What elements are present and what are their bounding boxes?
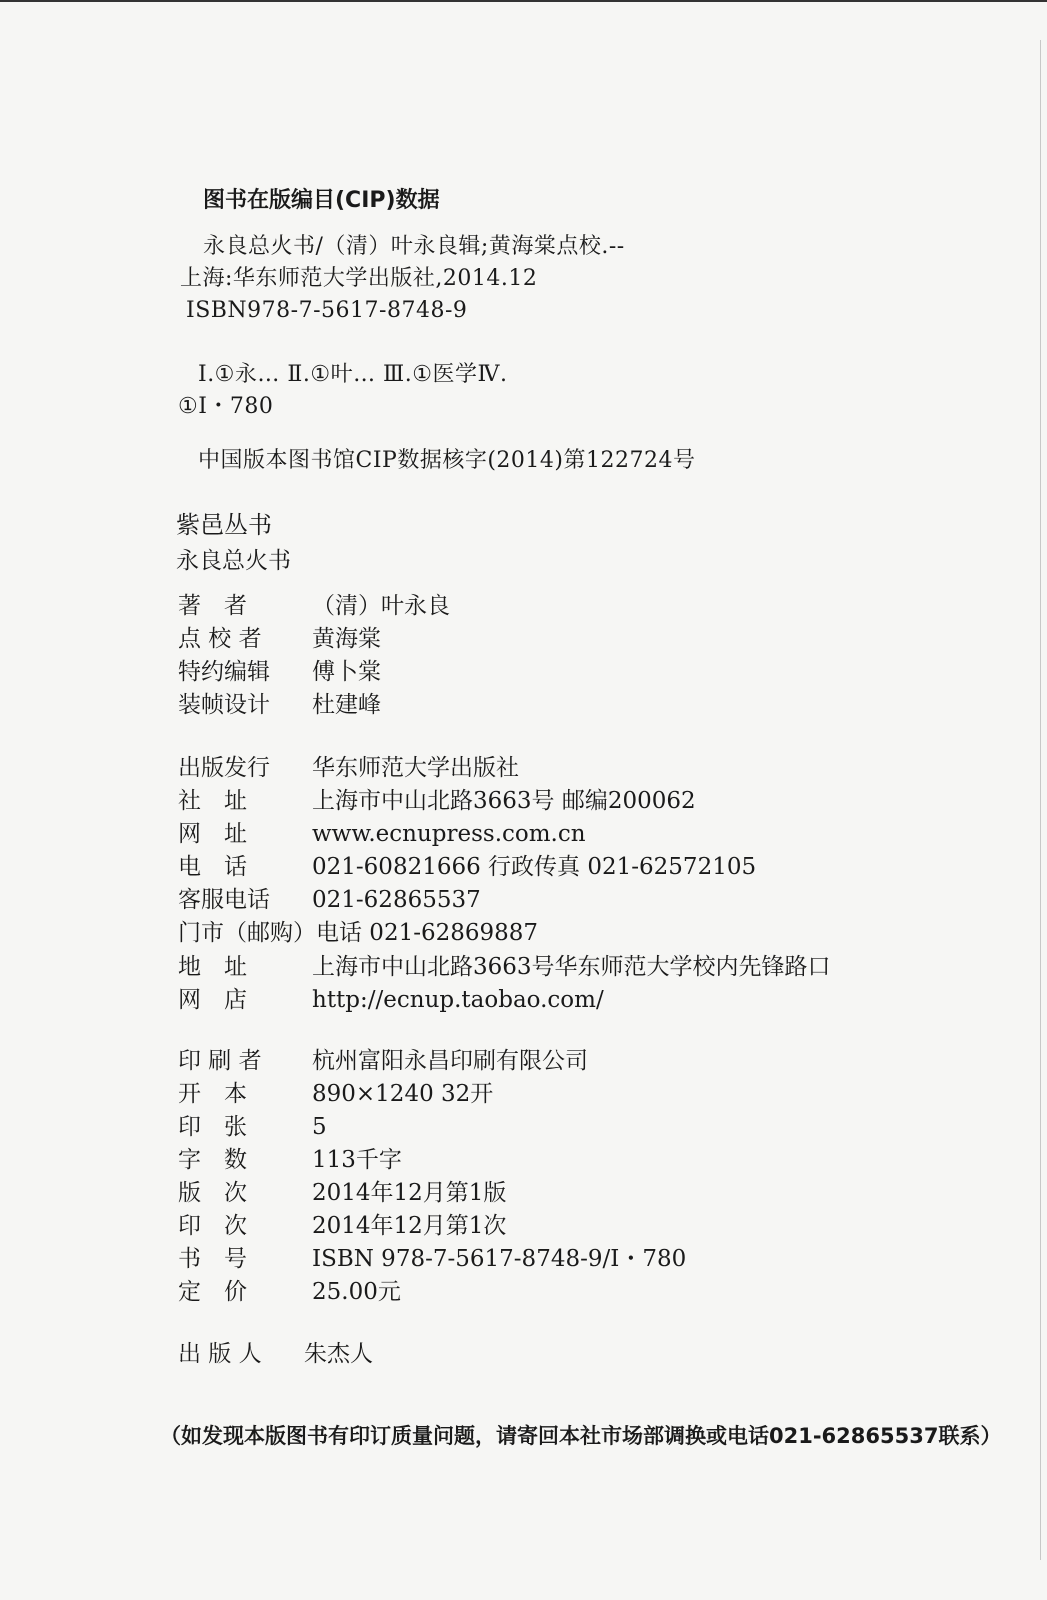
cip-heading: 图书在版编目(CIP)数据 <box>203 188 440 213</box>
row-value: （清）叶永良 <box>312 593 450 619</box>
row-value: 上海市中山北路3663号 邮编200062 <box>312 788 696 814</box>
row-value: 朱杰人 <box>304 1341 373 1367</box>
row-value: 2014年12月第1次 <box>312 1213 507 1239</box>
row-label: 印 次 <box>178 1213 247 1239</box>
row-label: 书 号 <box>178 1246 247 1272</box>
row-label: 地 址 <box>178 954 247 980</box>
book-title: 永良总火书 <box>176 548 291 574</box>
row-label: 出 版 人 <box>178 1341 262 1367</box>
row-value: 890×1240 32开 <box>312 1081 494 1107</box>
row-value: 25.00元 <box>312 1279 401 1305</box>
row-value: 黄海棠 <box>312 626 381 652</box>
cip-line-class-number: ①I・780 <box>178 394 274 419</box>
row-label: 特约编辑 <box>178 659 270 685</box>
row-label: 著 者 <box>178 593 247 619</box>
row-value: 021-62865537 <box>312 887 481 913</box>
row-value: ISBN 978-7-5617-8748-9/I・780 <box>312 1246 687 1272</box>
row-value: 5 <box>312 1114 327 1140</box>
row-label: 定 价 <box>178 1279 247 1305</box>
row-label: 点 校 者 <box>178 626 262 652</box>
row-label: 网 店 <box>178 987 247 1013</box>
row-label: 字 数 <box>178 1147 247 1173</box>
row-label: 网 址 <box>178 821 247 847</box>
row-label: 社 址 <box>178 788 247 814</box>
cip-line-title: 永良总火书/（清）叶永良辑;黄海棠点校.-- <box>203 234 625 259</box>
row-value: 2014年12月第1版 <box>312 1180 507 1206</box>
row-value: 华东师范大学出版社 <box>312 755 519 781</box>
cip-line-isbn: ISBN978-7-5617-8748-9 <box>186 298 468 323</box>
row-value: 杭州富阳永昌印刷有限公司 <box>312 1048 588 1074</box>
row-value: 上海市中山北路3663号华东师范大学校内先锋路口 <box>312 954 831 980</box>
row-value: 113千字 <box>312 1147 402 1173</box>
series-name: 紫邑丛书 <box>176 511 272 539</box>
row-value: 傅卜棠 <box>312 659 381 685</box>
row-label: 印 张 <box>178 1114 247 1140</box>
row-value: 杜建峰 <box>312 692 381 718</box>
cip-line-record-number: 中国版本图书馆CIP数据核字(2014)第122724号 <box>198 448 696 473</box>
row-label: 电 话 <box>178 854 247 880</box>
row-value: www.ecnupress.com.cn <box>312 821 586 847</box>
page-right-edge <box>1040 40 1041 1560</box>
cip-line-classification: Ⅰ.①永… Ⅱ.①叶… Ⅲ.①医学Ⅳ. <box>198 362 508 387</box>
row-label: 版 次 <box>178 1180 247 1206</box>
row-value: http://ecnup.taobao.com/ <box>312 987 604 1013</box>
page-top-edge <box>0 0 1047 2</box>
row-label: 印 刷 者 <box>178 1048 262 1074</box>
row-label: 装帧设计 <box>178 692 270 718</box>
cip-line-publisher: 上海:华东师范大学出版社,2014.12 <box>180 266 538 291</box>
row-label: 开 本 <box>178 1081 247 1107</box>
mail-order-text: 门市（邮购）电话 021-62869887 <box>178 920 539 946</box>
row-value: 021-60821666 行政传真 021-62572105 <box>312 854 757 880</box>
row-label: 出版发行 <box>178 755 270 781</box>
row-label: 客服电话 <box>178 887 270 913</box>
quality-notice: （如发现本版图书有印订质量问题，请寄回本社市场部调换或电话021-62865537联系） <box>160 1424 1002 1448</box>
